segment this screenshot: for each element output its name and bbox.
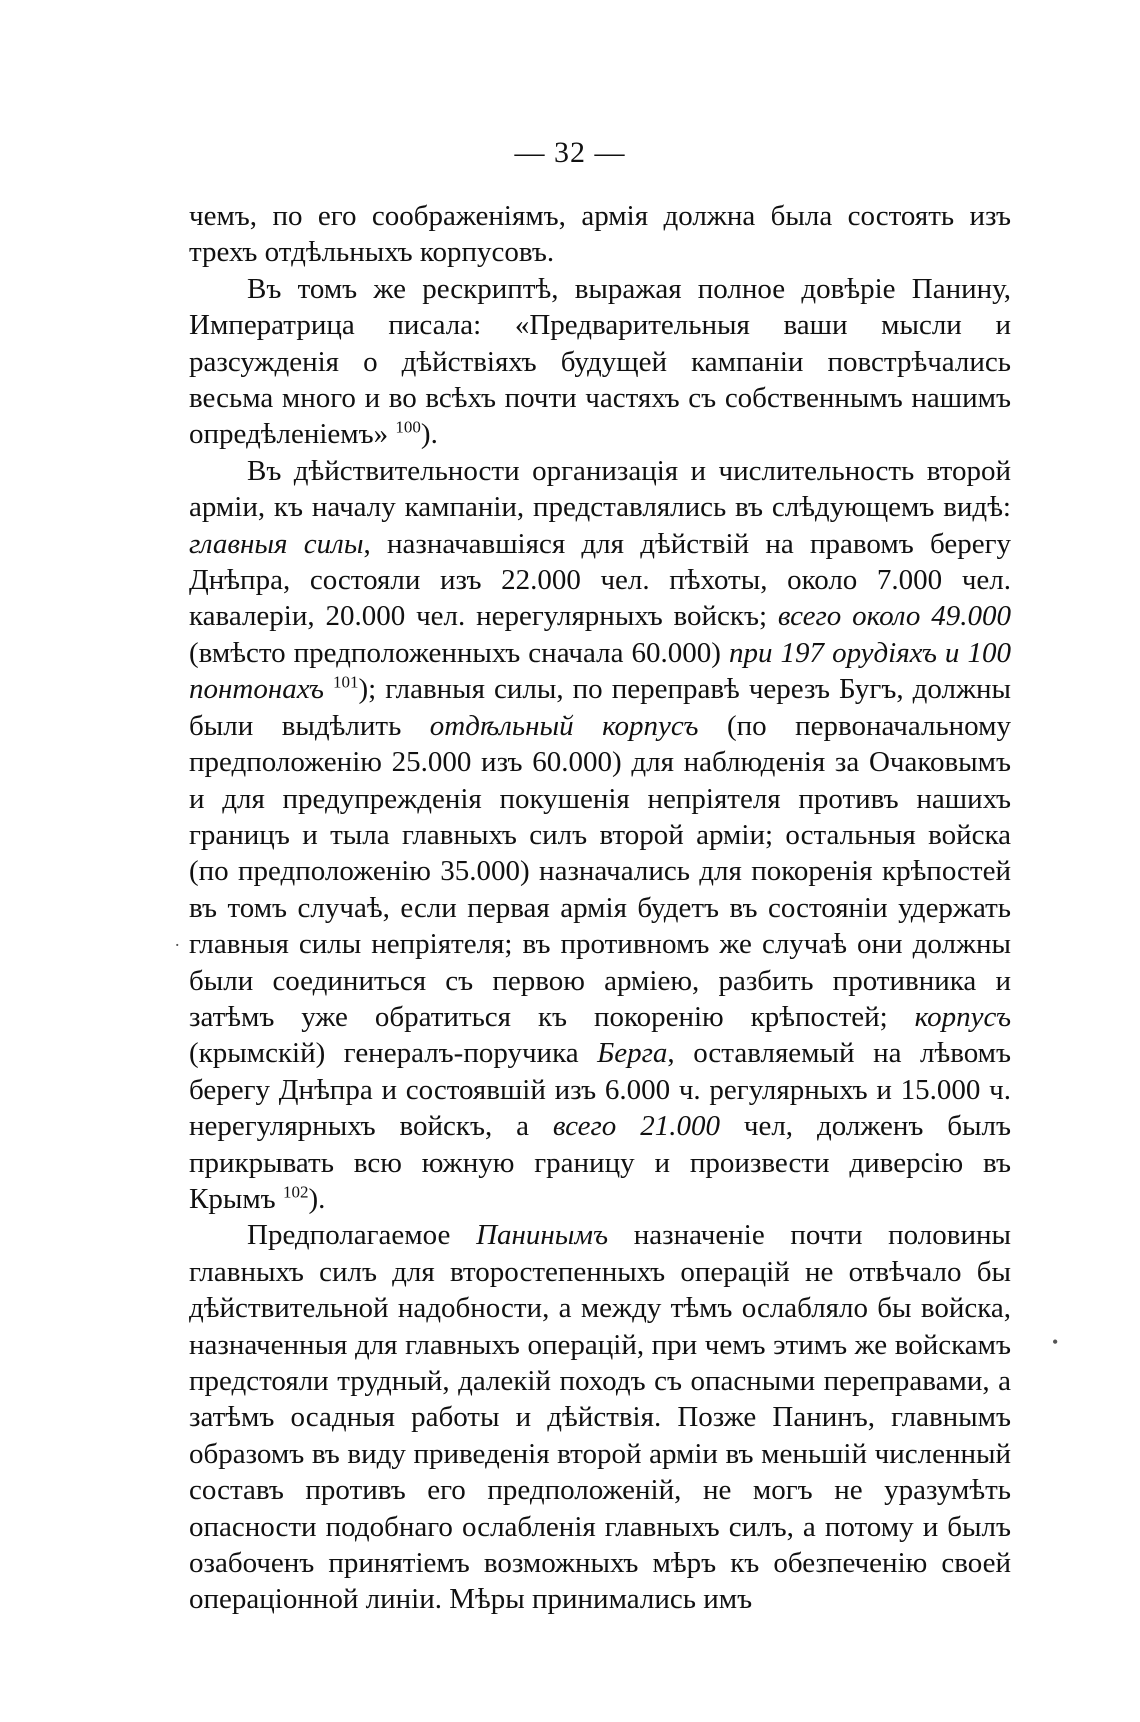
text-run: Въ томъ же рескриптѣ, выражая полное довѣріе Панину, Императрица писала: «Предварительныя ваши мысли и разсужденія о дѣйствіяхъ будущей кампаніи повстрѣчались весьма много и во всѣхъ почти частяхъ съ собственнымъ нашимъ опредѣленіемъ» bbox=[189, 272, 1011, 451]
text-run bbox=[324, 673, 333, 705]
text-run: (крымскій) генералъ-поручика bbox=[189, 1037, 598, 1070]
text-run: ). bbox=[308, 1182, 326, 1215]
text-run: назначеніе почти половины главныхъ силъ для второстепенныхъ операцій не отвѣчало бы дѣйствительной надобности, а между тѣмъ ослабляло бы войска, назначенныя для главныхъ операцій, при чемъ этимъ же войскамъ предстояли трудный, далекій походъ съ опасными переправами, а затѣмъ осадныя работы и дѣйствія. Позже Панинъ, главнымъ образомъ въ виду приведенія второй арміи въ меньшій численный составъ противъ его предположеній, не могъ не уразумѣть опасности подобнаго ослабленія главныхъ силъ, а потому и былъ озабоченъ принятіемъ возможныхъ мѣръ къ обезпеченію своей операціонной линіи. Мѣры принимались имъ bbox=[189, 1219, 1011, 1616]
italic-emphasis: главныя силы bbox=[189, 527, 364, 560]
italic-emphasis: корпусъ bbox=[914, 1000, 1011, 1033]
body-text bbox=[189, 198, 1011, 1618]
italic-emphasis: всего около 49.000 bbox=[777, 600, 1011, 633]
text-run: (вмѣсто предположенныхъ сначала 60.000) bbox=[189, 636, 729, 669]
text-run: чел, долженъ былъ прикрывать всю южную границу и произвести диверсію въ Крымъ bbox=[189, 1110, 1011, 1215]
footnote-ref: 101 bbox=[332, 672, 359, 692]
text-run: (по первоначальному предположенію 25.000 изъ 60.000) для наблюденія за Очаковымъ и для предупрежденія покушенія непріятеля противъ нашихъ границъ и тыла главныхъ силъ второй арміи; остальныя войска (по предположенію 35.000) назначались для покоренія крѣпостей въ томъ случаѣ, если первая армія будетъ въ состояніи удержать главныя силы непріятеля; въ противномъ же случаѣ они должны были соединиться съ первою арміею, разбить противника и затѣмъ уже обратиться къ покоренію крѣпостей; bbox=[189, 709, 1011, 1033]
text-run: ). bbox=[420, 418, 438, 451]
footnote-ref: 102 bbox=[282, 1182, 309, 1202]
text-run: Въ дѣйствительности организація и числительность второй арміи, къ началу кампаніи, представлялись въ слѣдующемъ видѣ: bbox=[189, 454, 1011, 524]
italic-emphasis: при 197 орудіяхъ и 100 понтонахъ bbox=[189, 636, 1011, 706]
italic-emphasis: Панинымъ bbox=[476, 1219, 609, 1252]
margin-dot-mark-left: . bbox=[175, 930, 180, 950]
text-run: Предполагаемое bbox=[247, 1219, 477, 1252]
italic-emphasis: отдѣльный корпусъ bbox=[429, 709, 699, 742]
footnote-ref: 100 bbox=[395, 417, 421, 437]
text-run: , оставляемый на лѣвомъ берегу Днѣпра и состоявшій изъ 6.000 ч. регулярныхъ и 15.000 ч. нерегулярныхъ войскъ, а bbox=[189, 1037, 1011, 1143]
paragraph bbox=[189, 198, 1011, 271]
margin-dot-mark: • bbox=[1052, 1332, 1059, 1352]
italic-emphasis: всего 21.000 bbox=[552, 1110, 720, 1143]
text-run: чемъ, по его соображеніямъ, армія должна была состоять изъ трехъ отдѣльныхъ корпусовъ. bbox=[189, 200, 1011, 269]
paragraph bbox=[189, 271, 1011, 453]
text-run: , назначавшіяся для дѣйствій на правомъ берегу Днѣпра, состояли изъ 22.000 чел. пѣхоты, около 7.000 чел. кавалеріи, 20.000 чел. нерегулярныхъ войскъ; bbox=[189, 527, 1011, 633]
italic-emphasis: Берга bbox=[597, 1037, 668, 1070]
page-number: — 32 — bbox=[514, 136, 626, 169]
paragraph bbox=[189, 1217, 1011, 1617]
paragraph bbox=[189, 453, 1011, 1218]
text-run: ); главныя силы, по переправѣ черезъ Бугъ, должны были выдѣлить bbox=[189, 673, 1011, 742]
